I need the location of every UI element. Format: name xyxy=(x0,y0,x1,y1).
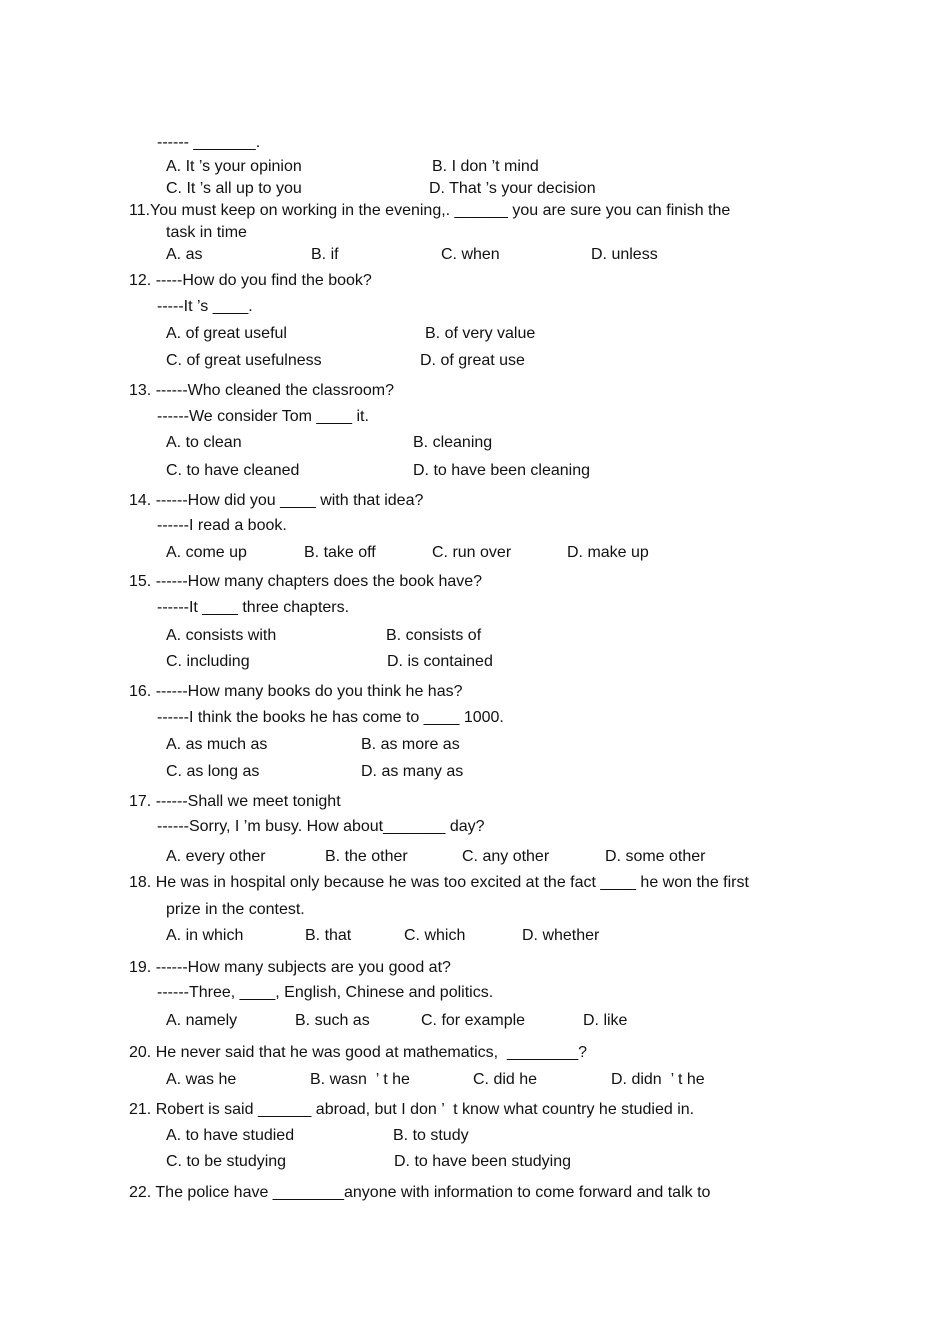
q11-option-b: B. if xyxy=(311,246,339,263)
q13-option-b: B. cleaning xyxy=(413,434,493,451)
q12-stem: 12. -----How do you find the book? xyxy=(129,272,372,289)
q10-option-a: A. It ’s your opinion xyxy=(166,158,302,175)
q19-stem: 19. ------How many subjects are you good at? xyxy=(129,959,451,976)
q11-stem: 11.You must keep on working in the evening,. ______ you are sure you can finish the xyxy=(129,202,731,219)
q20-option-a: A. was he xyxy=(166,1071,237,1088)
q16-option-d: D. as many as xyxy=(361,763,464,780)
q15-option-c: C. including xyxy=(166,653,250,670)
q20-option-c: C. did he xyxy=(473,1071,538,1088)
q15-option-b: B. consists of xyxy=(386,627,482,644)
q15-option-d: D. is contained xyxy=(387,653,493,670)
q13-stem: 13. ------Who cleaned the classroom? xyxy=(129,382,394,399)
q13-reply: ------We consider Tom ____ it. xyxy=(157,408,369,425)
q12-option-a: A. of great useful xyxy=(166,325,287,342)
q14-option-a: A. come up xyxy=(166,544,247,561)
q10-option-d: D. That ’s your decision xyxy=(429,180,596,197)
q12-option-d: D. of great use xyxy=(420,352,525,369)
q14-option-d: D. make up xyxy=(567,544,649,561)
q17-option-d: D. some other xyxy=(605,848,706,865)
q18-option-a: A. in which xyxy=(166,927,244,944)
q14-stem: 14. ------How did you ____ with that idea? xyxy=(129,492,424,509)
q13-option-a: A. to clean xyxy=(166,434,242,451)
q14-option-c: C. run over xyxy=(432,544,512,561)
q22-stem: 22. The police have ________anyone with information to come forward and talk to xyxy=(129,1184,711,1201)
q17-reply: ------Sorry, I ’m busy. How about_______ day? xyxy=(157,818,485,835)
q20-option-b: B. wasn ’ t he xyxy=(310,1071,410,1088)
q15-reply: ------It ____ three chapters. xyxy=(157,599,350,616)
q10-option-b: B. I don ’t mind xyxy=(432,158,539,175)
q12-reply: -----It ’s ____. xyxy=(157,298,253,315)
q19-option-b: B. such as xyxy=(295,1012,370,1029)
q16-option-a: A. as much as xyxy=(166,736,268,753)
q14-reply: ------I read a book. xyxy=(157,517,287,534)
q11-option-c: C. when xyxy=(441,246,500,263)
q21-stem: 21. Robert is said ______ abroad, but I don ’ t know what country he studied in. xyxy=(129,1101,695,1118)
q19-option-a: A. namely xyxy=(166,1012,238,1029)
q19-option-c: C. for example xyxy=(421,1012,526,1029)
q11-option-d: D. unless xyxy=(591,246,658,263)
q17-stem: 17. ------Shall we meet tonight xyxy=(129,793,341,810)
q21-option-a: A. to have studied xyxy=(166,1127,295,1144)
q18-stem: 18. He was in hospital only because he was too excited at the fact ____ he won the first xyxy=(129,874,749,891)
q20-stem: 20. He never said that he was good at mathematics, ________? xyxy=(129,1044,588,1061)
q16-reply: ------I think the books he has come to ____ 1000. xyxy=(157,709,504,726)
q21-option-b: B. to study xyxy=(393,1127,469,1144)
q10-reply: ------ _______. xyxy=(157,134,261,151)
q12-option-b: B. of very value xyxy=(425,325,536,342)
q17-option-a: A. every other xyxy=(166,848,266,865)
q11-stem-cont: task in time xyxy=(166,224,247,241)
q21-option-d: D. to have been studying xyxy=(394,1153,572,1170)
q18-option-c: C. which xyxy=(404,927,466,944)
q12-option-c: C. of great usefulness xyxy=(166,352,322,369)
q15-option-a: A. consists with xyxy=(166,627,277,644)
q18-stem-cont: prize in the contest. xyxy=(166,901,305,918)
q18-option-b: B. that xyxy=(305,927,352,944)
q11-option-a: A. as xyxy=(166,246,203,263)
q13-option-d: D. to have been cleaning xyxy=(413,462,591,479)
q14-option-b: B. take off xyxy=(304,544,376,561)
q16-option-b: B. as more as xyxy=(361,736,460,753)
q15-stem: 15. ------How many chapters does the book have? xyxy=(129,573,483,590)
q19-option-d: D. like xyxy=(583,1012,628,1029)
q17-option-c: C. any other xyxy=(462,848,550,865)
q18-option-d: D. whether xyxy=(522,927,600,944)
q16-option-c: C. as long as xyxy=(166,763,260,780)
q10-option-c: C. It ’s all up to you xyxy=(166,180,302,197)
q17-option-b: B. the other xyxy=(325,848,408,865)
q19-reply: ------Three, ____, English, Chinese and politics. xyxy=(157,984,494,1001)
q20-option-d: D. didn ’ t he xyxy=(611,1071,705,1088)
q16-stem: 16. ------How many books do you think he has? xyxy=(129,683,463,700)
q13-option-c: C. to have cleaned xyxy=(166,462,300,479)
q21-option-c: C. to be studying xyxy=(166,1153,287,1170)
